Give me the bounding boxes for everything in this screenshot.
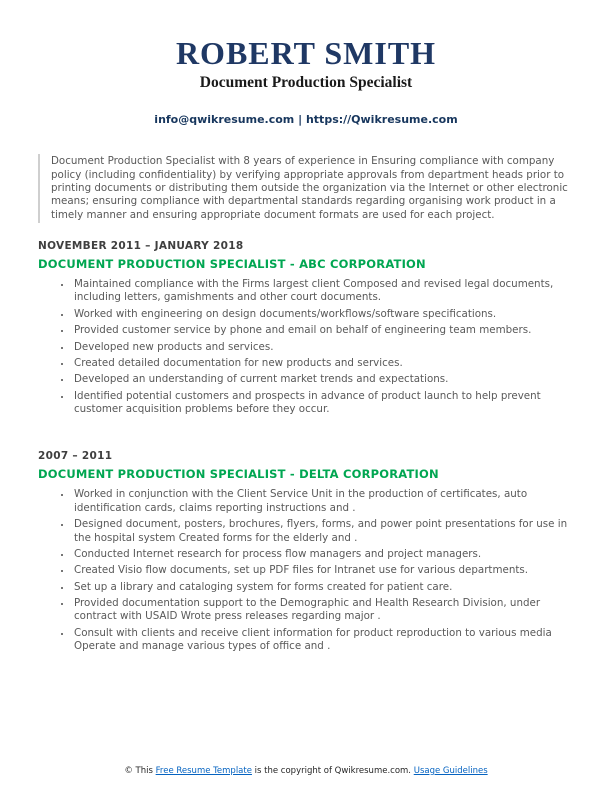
bullet-item: • Designed document, posters, brochures, flyers, forms, and power point presentations for use in the hospital system Created forms for the elderly and .: [72, 518, 574, 545]
email-link[interactable]: info@qwikresume.com: [154, 113, 295, 127]
bullet-item: • Identified potential customers and prospects in advance of product launch to help prevent customer acquisition problems before they occur.: [72, 390, 574, 417]
bullet-item: • Provided documentation support to the Demographic and Health Research Division, under contract with USAID Wrote press releases regarding major .: [72, 597, 574, 624]
footer-middle: is the copyright of Qwikresume.com.: [251, 766, 414, 776]
footer-prefix: © This: [124, 766, 156, 776]
contact-separator: |: [294, 113, 306, 127]
bullet-item: • Conducted Internet research for process flow managers and project managers.: [72, 548, 574, 561]
resume-header: [38, 36, 574, 126]
candidate-job-title: Document Production Specialist: [199, 74, 413, 92]
resume-footer: [0, 766, 612, 776]
website-link[interactable]: https://Qwikresume.com: [305, 113, 458, 127]
job-bullet-list: [38, 488, 574, 653]
bullet-item: • Worked with engineering on design documents/workflows/software specifications.: [72, 308, 574, 321]
candidate-name: ROBERT SMITH: [175, 35, 437, 71]
bullet-item: • Developed new products and services.: [72, 341, 574, 354]
bullet-item: • Created Visio flow documents, set up PDF files for Intranet use for various departments.: [72, 564, 574, 577]
job-role: DOCUMENT PRODUCTION SPECIALIST - ABC CORPORATION: [38, 257, 426, 272]
bullet-item: • Worked in conjunction with the Client Service Unit in the production of certificates, auto identification cards, claims reporting instructions and .: [72, 488, 574, 515]
experience-section-abc: [38, 240, 574, 416]
job-role: DOCUMENT PRODUCTION SPECIALIST - DELTA CORPORATION: [38, 467, 439, 482]
summary-section: [38, 154, 574, 223]
bullet-item: • Developed an understanding of current market trends and expectations.: [72, 373, 574, 386]
contact-line: [38, 113, 574, 126]
job-dates: 2007 – 2011: [38, 450, 113, 463]
summary-text: Document Production Specialist with 8 years of experience in Ensuring compliance with company policy (including confidentiality) by verifying appropriate approvals from department heads prior to printing documents or distributing them outside the organization via the Internet or other electronic means; ensuring compliance with departmental standards regarding organising work product in a timely manner and ensuring appropriate document formats are used for each project.: [51, 155, 568, 221]
bullet-item: • Consult with clients and receive client information for product reproduction to various media Operate and manage various types of office and .: [72, 627, 574, 654]
job-dates: NOVEMBER 2011 – JANUARY 2018: [38, 240, 244, 253]
experience-section-delta: [38, 450, 574, 653]
usage-guidelines-link[interactable]: Usage Guidelines: [413, 766, 488, 776]
bullet-item: • Created detailed documentation for new products and services.: [72, 357, 574, 370]
bullet-item: • Maintained compliance with the Firms largest client Composed and revised legal documents, including letters, gamishments and other court documents.: [72, 278, 574, 305]
free-resume-template-link[interactable]: Free Resume Template: [155, 766, 252, 776]
job-bullet-list: [38, 278, 574, 416]
bullet-item: • Set up a library and cataloging system for forms created for patient care.: [72, 581, 574, 594]
bullet-item: • Provided customer service by phone and email on behalf of engineering team members.: [72, 324, 574, 337]
